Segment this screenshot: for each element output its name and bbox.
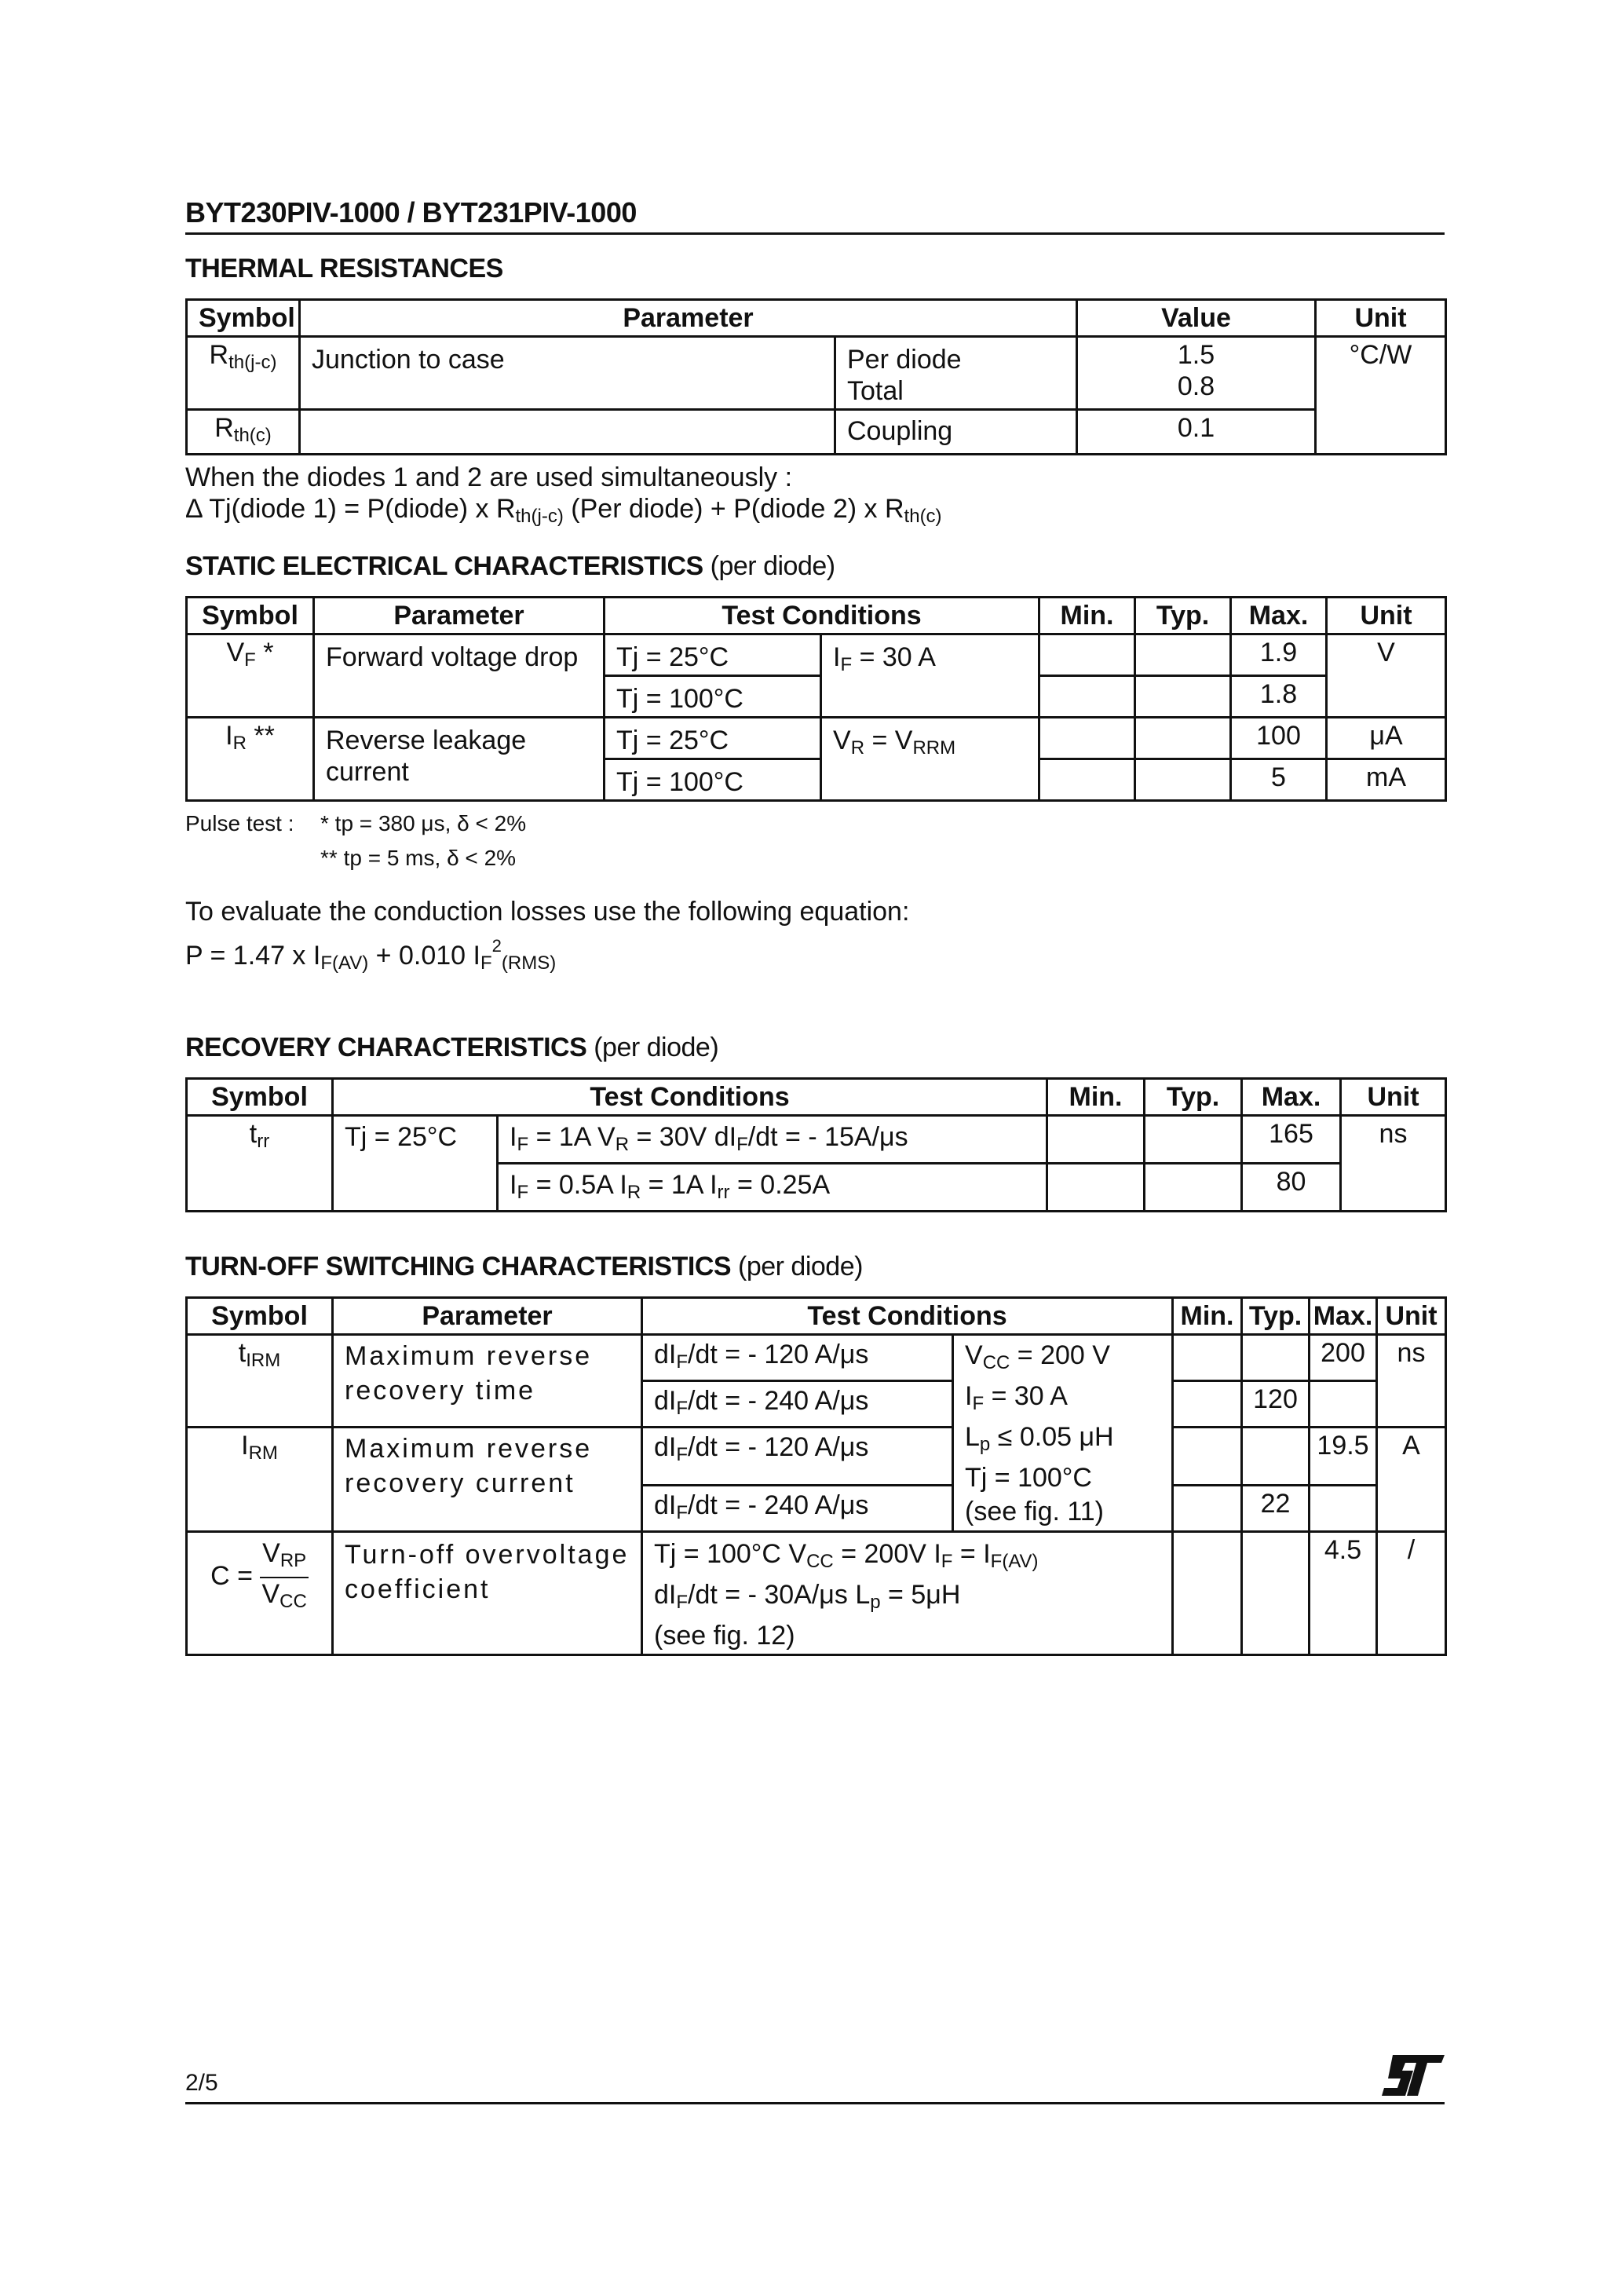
note-line: When the diodes 1 and 2 are used simultaneously : bbox=[185, 462, 793, 492]
symbol-cell: $t_{rr}$ bbox=[187, 1116, 333, 1212]
common-conditions-cell: $V_{CC} = 200$ V $I_F = 30$ A $L_p \le 0.05$ μH Tj = 100°C (see fig. 11) bbox=[953, 1335, 1173, 1532]
typ-cell: 120 bbox=[1242, 1381, 1310, 1428]
min-cell bbox=[1047, 1164, 1145, 1212]
min-cell bbox=[1173, 1428, 1242, 1486]
parameter-cell bbox=[300, 410, 835, 455]
header-min: Min. bbox=[1173, 1298, 1242, 1335]
header-parameter: Parameter bbox=[300, 300, 1077, 337]
table-row bbox=[187, 1116, 1446, 1164]
max-cell: 19.5 bbox=[1310, 1428, 1377, 1486]
min-cell bbox=[1173, 1335, 1242, 1381]
header-max: Max. bbox=[1231, 598, 1327, 634]
unit-cell: / bbox=[1377, 1532, 1446, 1655]
condition-cell: $I_F = 30$ A bbox=[821, 634, 1039, 718]
header-typ: Typ. bbox=[1135, 598, 1231, 634]
min-cell bbox=[1173, 1532, 1242, 1655]
header-typ: Typ. bbox=[1242, 1298, 1310, 1335]
table-header-row bbox=[187, 300, 1446, 337]
header-test-conditions: Test Conditions bbox=[642, 1298, 1173, 1335]
condition-cell: $dI_F/dt$ = - 120 A/μs bbox=[642, 1428, 953, 1486]
condition-cell: $V_R = V_{RRM}$ bbox=[821, 718, 1039, 801]
typ-cell bbox=[1135, 676, 1231, 718]
table-row bbox=[187, 1335, 1446, 1381]
condition-cell: Coupling bbox=[835, 410, 1077, 455]
header-value: Value bbox=[1077, 300, 1316, 337]
min-cell bbox=[1039, 718, 1135, 759]
typ-cell bbox=[1242, 1428, 1310, 1486]
unit-cell: ns bbox=[1341, 1116, 1446, 1212]
header-symbol: Symbol bbox=[187, 300, 300, 337]
condition-cell: $dI_F/dt$ = - 240 A/μs bbox=[642, 1381, 953, 1428]
parameter-cell: Maximum reverse recovery current bbox=[333, 1428, 642, 1532]
condition-cell: Tj = 100°C bbox=[605, 759, 821, 801]
header-symbol: Symbol bbox=[187, 598, 314, 634]
unit-cell: °C/W bbox=[1316, 337, 1446, 455]
table-row bbox=[187, 634, 1446, 676]
typ-cell: 22 bbox=[1242, 1486, 1310, 1532]
unit-cell: A bbox=[1377, 1428, 1446, 1532]
min-cell bbox=[1173, 1381, 1242, 1428]
header-parameter: Parameter bbox=[333, 1298, 642, 1335]
typ-cell bbox=[1135, 634, 1231, 676]
header-max: Max. bbox=[1310, 1298, 1377, 1335]
min-cell bbox=[1173, 1486, 1242, 1532]
page-number: 2/5 bbox=[185, 2070, 218, 2096]
unit-cell: V bbox=[1327, 634, 1446, 718]
symbol-cell: $I_R$ ** bbox=[187, 718, 314, 801]
symbol-main: R bbox=[209, 340, 229, 370]
recovery-characteristics-table bbox=[185, 1077, 1447, 1212]
value-cell: 0.1 bbox=[1077, 410, 1316, 455]
condition-cell: $dI_F/dt$ = - 120 A/μs bbox=[642, 1335, 953, 1381]
symbol-cell bbox=[187, 337, 300, 410]
min-cell bbox=[1039, 634, 1135, 676]
header-unit: Unit bbox=[1341, 1079, 1446, 1116]
symbol-cell: $V_F$ * bbox=[187, 634, 314, 718]
thermal-title: THERMAL RESISTANCES bbox=[185, 254, 503, 283]
pulse-test-note bbox=[185, 806, 1445, 876]
symbol-cell: $I_{RM}$ bbox=[187, 1428, 333, 1532]
pulse-label: Pulse test : bbox=[185, 811, 294, 835]
max-cell: 100 bbox=[1231, 718, 1327, 759]
table-row bbox=[187, 1532, 1446, 1655]
header-parameter: Parameter bbox=[314, 598, 605, 634]
condition-cell: $I_F = 0.5A$ $I_R = 1A$ $I_{rr} = 0.25A$ bbox=[498, 1164, 1047, 1212]
table-header-row bbox=[187, 1079, 1446, 1116]
typ-cell bbox=[1135, 718, 1231, 759]
parameter-cell: Forward voltage drop bbox=[314, 634, 605, 718]
max-cell: 165 bbox=[1242, 1116, 1341, 1164]
footer-rule bbox=[185, 2102, 1445, 2104]
thermal-resistances-table bbox=[185, 298, 1447, 455]
max-cell: 1.8 bbox=[1231, 676, 1327, 718]
thermal-note bbox=[185, 462, 1445, 532]
equation-intro: To evaluate the conduction losses use the following equation: bbox=[185, 897, 910, 927]
title-rule bbox=[185, 232, 1445, 235]
condition-cell: Tj = 25°C bbox=[333, 1116, 498, 1212]
table-header-row bbox=[187, 1298, 1446, 1335]
header-unit: Unit bbox=[1327, 598, 1446, 634]
static-title: STATIC ELECTRICAL CHARACTERISTICS (per diode) bbox=[185, 551, 835, 581]
table-row bbox=[187, 1428, 1446, 1486]
typ-cell bbox=[1145, 1116, 1242, 1164]
symbol-main: R bbox=[214, 413, 234, 443]
turnoff-switching-table bbox=[185, 1296, 1447, 1656]
conduction-equation bbox=[185, 894, 1445, 981]
min-cell bbox=[1039, 676, 1135, 718]
equation-line: P = 1.47 x $I_{F(AV)} + 0.010$ $I_F^2_{(RMS)}$ bbox=[185, 936, 557, 974]
condition-line: Total bbox=[847, 376, 904, 406]
header-symbol: Symbol bbox=[187, 1298, 333, 1335]
condition-cell: Tj = 100°C $V_{CC} = 200V$ $I_F = I_{F(AV)}$ $dI_F/dt$ = - 30A/μs $L_p = 5\mu H$ (see fig. 12) bbox=[642, 1532, 1173, 1655]
min-cell bbox=[1039, 759, 1135, 801]
typ-cell bbox=[1242, 1532, 1310, 1655]
value-line: 1.5 bbox=[1177, 340, 1215, 370]
header-min: Min. bbox=[1039, 598, 1135, 634]
value-line: 0.8 bbox=[1177, 371, 1215, 401]
unit-cell: μA bbox=[1327, 718, 1446, 759]
condition-cell: $I_F = 1A$ $V_R = 30V$ $dI_F/dt$ = - 15A/μs bbox=[498, 1116, 1047, 1164]
header-test-conditions: Test Conditions bbox=[605, 598, 1039, 634]
typ-cell bbox=[1135, 759, 1231, 801]
condition-cell bbox=[835, 337, 1077, 410]
static-characteristics-table bbox=[185, 596, 1447, 802]
header-unit: Unit bbox=[1377, 1298, 1446, 1335]
header-test-conditions: Test Conditions bbox=[333, 1079, 1047, 1116]
header-typ: Typ. bbox=[1145, 1079, 1242, 1116]
table-row bbox=[187, 410, 1446, 455]
header-unit: Unit bbox=[1316, 300, 1446, 337]
recovery-title: RECOVERY CHARACTERISTICS (per diode) bbox=[185, 1033, 719, 1062]
typ-cell bbox=[1145, 1164, 1242, 1212]
symbol-sub: th(c) bbox=[233, 425, 272, 446]
header-max: Max. bbox=[1242, 1079, 1341, 1116]
header-symbol: Symbol bbox=[187, 1079, 333, 1116]
max-cell bbox=[1310, 1381, 1377, 1428]
max-cell bbox=[1310, 1486, 1377, 1532]
datasheet-page bbox=[185, 196, 1445, 1656]
max-cell: 80 bbox=[1242, 1164, 1341, 1212]
parameter-cell: Junction to case bbox=[300, 337, 835, 410]
unit-cell: ns bbox=[1377, 1335, 1446, 1428]
fraction: $\frac{V_{RP}}{V_{CC}}$ bbox=[261, 1538, 307, 1612]
parameter-cell: Maximum reverse recovery time bbox=[333, 1335, 642, 1428]
header-min: Min. bbox=[1047, 1079, 1145, 1116]
table-header-row bbox=[187, 598, 1446, 634]
max-cell: 1.9 bbox=[1231, 634, 1327, 676]
condition-cell: Tj = 100°C bbox=[605, 676, 821, 718]
max-cell: 5 bbox=[1231, 759, 1327, 801]
turnoff-title: TURN-OFF SWITCHING CHARACTERISTICS (per diode) bbox=[185, 1252, 863, 1281]
document-title: BYT230PIV-1000 / BYT231PIV-1000 bbox=[185, 196, 637, 229]
unit-cell: mA bbox=[1327, 759, 1446, 801]
pulse-line: * tp = 380 μs, δ < 2% bbox=[320, 811, 527, 835]
condition-cell: Tj = 25°C bbox=[605, 634, 821, 676]
symbol-cell: C = $\frac{V_{RP}}{V_{CC}}$ bbox=[187, 1532, 333, 1655]
condition-cell: Tj = 25°C bbox=[605, 718, 821, 759]
note-line: Δ Tj(diode 1) = P(diode) x $R_{th(j-c)}$ (Per diode) + P(diode 2) x $R_{th(c)}$ bbox=[185, 494, 942, 527]
pulse-line: ** tp = 5 ms, δ < 2% bbox=[320, 846, 517, 870]
st-logo-icon bbox=[1382, 2053, 1445, 2097]
max-cell: 200 bbox=[1310, 1335, 1377, 1381]
condition-line: Per diode bbox=[847, 345, 962, 375]
max-cell: 4.5 bbox=[1310, 1532, 1377, 1655]
symbol-cell bbox=[187, 410, 300, 455]
min-cell bbox=[1047, 1116, 1145, 1164]
value-cell bbox=[1077, 337, 1316, 410]
symbol-cell: $t_{IRM}$ bbox=[187, 1335, 333, 1428]
typ-cell bbox=[1242, 1335, 1310, 1381]
parameter-cell: Reverse leakage current bbox=[314, 718, 605, 801]
parameter-cell: Turn-off overvoltage coefficient bbox=[333, 1532, 642, 1655]
symbol-sub: th(j-c) bbox=[228, 352, 277, 373]
table-row bbox=[187, 718, 1446, 759]
condition-cell: $dI_F/dt$ = - 240 A/μs bbox=[642, 1486, 953, 1532]
table-row bbox=[187, 337, 1446, 410]
